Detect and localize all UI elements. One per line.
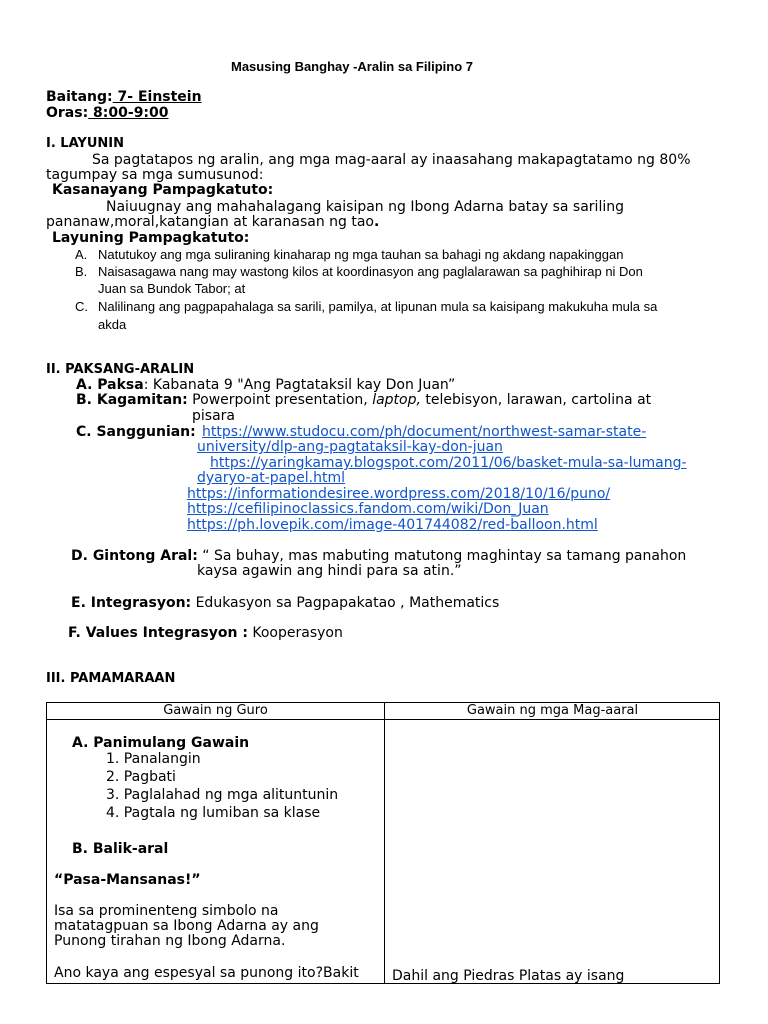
sanggunian-link-3[interactable]: https://informationdesiree.wordpress.com/2018/10/16/puno/ — [187, 486, 611, 502]
panimula-item-2: 2. Pagbati — [106, 769, 176, 785]
gintong-aral-line1: “ Sa buhay, mas mabuting matutong maghintay sa tamang panahon — [197, 548, 687, 564]
kagamitan-laptop: laptop, — [372, 392, 421, 408]
panimula-item-1: 1. Panalangin — [106, 751, 201, 767]
kagamitan-line — [76, 392, 651, 408]
sanggunian-link-4[interactable]: https://cefilipinoclassics.fandom.com/wiki/Don_Juan — [187, 501, 549, 517]
kagamitan-post: telebisyon, larawan, cartolina at — [420, 392, 652, 408]
baitang-label: Baitang: — [46, 89, 113, 105]
layunin-item-a-text: Natutukoy ang mga suliraning kinaharap ng mga tauhan sa bahagi ng akdang napakinggan — [98, 247, 624, 262]
pamamaraan-heading: III. PAMAMARAAN — [46, 671, 176, 686]
values-integrasyon-value: Kooperasyon — [247, 625, 343, 641]
sanggunian-link-5[interactable]: https://ph.lovepik.com/image-401744082/red-balloon.html — [187, 517, 598, 533]
layunin-item-b-letter: B. — [75, 264, 88, 279]
balik-aral-heading: B. Balik-aral — [72, 841, 169, 857]
kasanayang-line2 — [46, 214, 379, 230]
sanggunian-link-2[interactable]: https://yaringkamay.blogspot.com/2011/06/basket-mula-sa-lumang- — [210, 455, 687, 471]
panimula-item-4: 4. Pagtala ng lumiban sa klase — [106, 805, 321, 821]
sanggunian-link-2-cont[interactable]: dyaryo-at-papel.html — [197, 470, 345, 486]
paksa-line — [76, 377, 455, 393]
layunin-item-c-line1: Nalilinang ang pagpapahalaga sa sarili, pamilya, at lipunan mula sa kaisipang makukuha mula sa — [98, 299, 658, 314]
table-column-divider — [384, 703, 385, 983]
integrasyon-line — [71, 595, 499, 611]
gintong-aral-line2: kaysa agawin ang hindi para sa atin.” — [197, 563, 462, 579]
gintong-aral-label: D. Gintong Aral: — [71, 548, 198, 564]
sanggunian-link-1-cont[interactable]: university/dlp-ang-pagtataksil-kay-don-juan — [197, 439, 503, 455]
gintong-aral-line — [71, 548, 686, 564]
paksa-value: : Kabanata 9 "Ang Pagtataksil kay Don Juan” — [143, 377, 456, 393]
balik-aral-para-line3: Punong tirahan ng Ibong Adarna. — [54, 933, 286, 949]
layunin-item-c-letter: C. — [75, 299, 88, 314]
layunin-item-c-line2: akda — [98, 317, 127, 332]
kagamitan-label: B. Kagamitan: — [76, 392, 188, 408]
kasanayang-line2-text: pananaw,moral,katangian at karanasan ng tao — [46, 214, 374, 230]
balik-aral-para-line2: matatagpuan sa Ibong Adarna ay ang — [54, 918, 319, 934]
integrasyon-value: Edukasyon sa Pagpapakatao , Mathematics — [191, 595, 500, 611]
oras-value: 8:00-9:00 — [88, 105, 169, 121]
sanggunian-link-1[interactable]: https://www.studocu.com/ph/document/northwest-samar-state- — [202, 424, 647, 440]
col-header-guro: Gawain ng Guro — [163, 703, 268, 718]
panimulang-gawain-heading: A. Panimulang Gawain — [72, 735, 250, 751]
kasanayang-line1: Naiuugnay ang mahahalagang kaisipan ng Ibong Adarna batay sa sariling — [106, 199, 624, 215]
kasanayang-period: . — [374, 214, 380, 230]
baitang-value: 7- Einstein — [112, 89, 202, 105]
document-title: Masusing Banghay -Aralin sa Filipino 7 — [231, 59, 473, 74]
table-header-divider — [47, 719, 719, 720]
paksa-label: A. Paksa — [76, 377, 144, 393]
pasa-mansanas: “Pasa-Mansanas!” — [54, 872, 201, 888]
kagamitan-pre: Powerpoint presentation, — [187, 392, 373, 408]
balik-aral-question: Ano kaya ang espesyal sa punong ito?Bakit — [54, 965, 359, 981]
oras-line — [46, 105, 169, 121]
oras-label: Oras: — [46, 105, 89, 121]
col-header-magaaral: Gawain ng mga Mag-aaral — [466, 703, 639, 718]
kagamitan-line2: pisara — [192, 408, 235, 424]
baitang-line — [46, 89, 202, 105]
values-integrasyon-label: F. Values Integrasyon : — [68, 625, 248, 641]
layunin-intro-line1: Sa pagtatapos ng aralin, ang mga mag-aaral ay inaasahang makapagtatamo ng 80% — [92, 152, 691, 168]
kasanayang-heading: Kasanayang Pampagkatuto: — [52, 182, 274, 198]
layunin-item-b-line1: Naisasagawa nang may wastong kilos at koordinasyon ang paglalarawan sa paghihirap ni Don — [98, 264, 643, 279]
paksang-aralin-heading: II. PAKSANG-ARALIN — [46, 362, 195, 377]
pamamaraan-table — [46, 702, 720, 984]
layunin-heading: I. LAYUNIN — [46, 136, 124, 151]
student-answer: Dahil ang Piedras Platas ay isang — [392, 968, 625, 984]
panimula-item-3: 3. Paglalahad ng mga alituntunin — [106, 787, 339, 803]
sanggunian-label: C. Sanggunian: — [76, 424, 196, 440]
layunin-item-a-letter: A. — [75, 247, 88, 262]
layunin-item-b-line2: Juan sa Bundok Tabor; at — [98, 281, 246, 296]
layunin-intro-line2: tagumpay sa mga sumusunod: — [46, 167, 264, 183]
integrasyon-label: E. Integrasyon: — [71, 595, 192, 611]
values-integrasyon-line — [68, 625, 343, 641]
layuning-pampagkatuto-heading: Layuning Pampagkatuto: — [52, 230, 250, 246]
balik-aral-para-line1: Isa sa prominenteng simbolo na — [54, 903, 279, 919]
